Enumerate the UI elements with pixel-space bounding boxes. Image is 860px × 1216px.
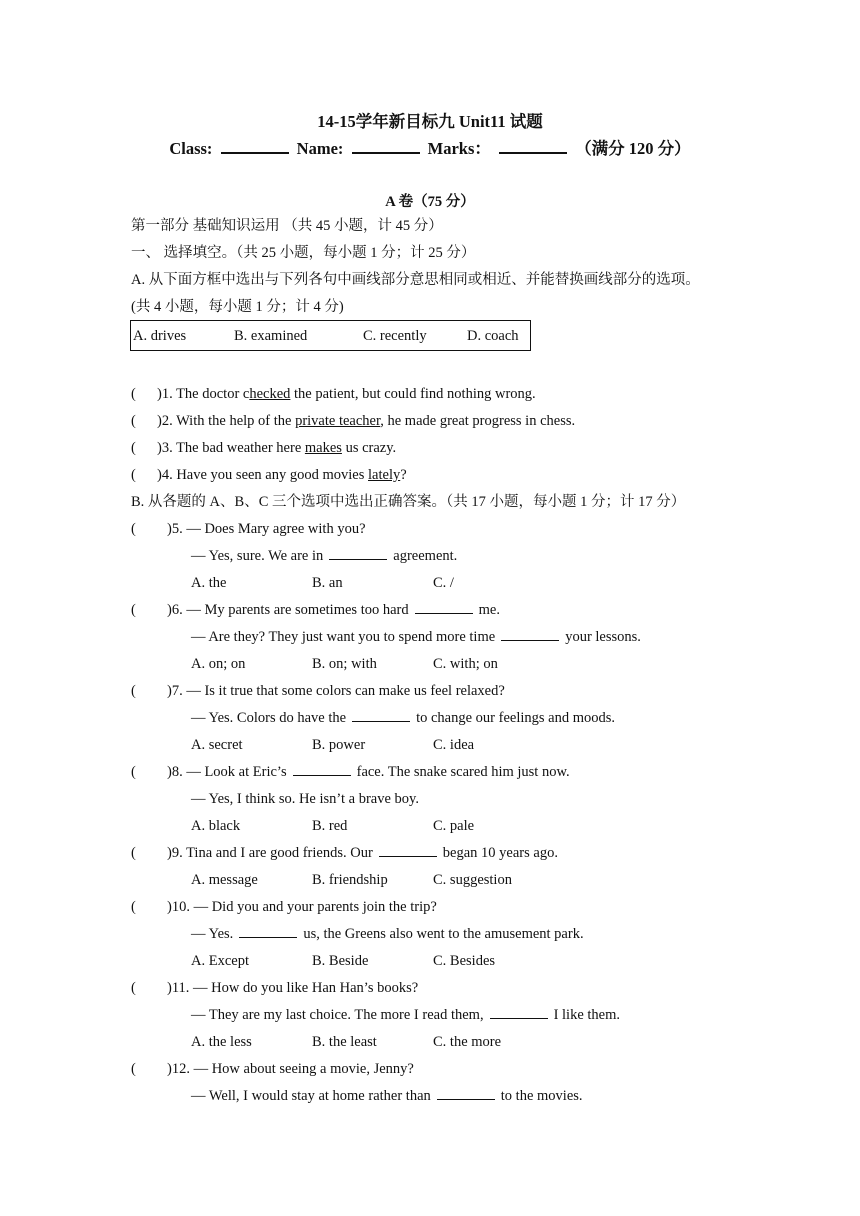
choice-c: C. pale [433,818,475,834]
underlined-word: makes [304,440,342,456]
answer-blank[interactable] [329,547,387,560]
box-option: B. examined [234,328,308,344]
question-text: us crazy. [341,440,397,456]
answer-paren[interactable]: ( [131,521,136,537]
answer-paren[interactable]: ( [131,1061,136,1077]
question-text: — Are they? They just want you to spend more time [191,629,496,645]
question-text: — Yes. Colors do have the [191,710,347,726]
answer-paren[interactable]: ( [131,899,136,915]
question-text: to change our feelings and moods. [416,710,615,726]
question-text: )11. — How do you like Han Han’s books? [167,980,419,996]
question-text: )12. — How about seeing a movie, Jenny? [167,1061,414,1077]
answer-paren[interactable]: ( [131,602,136,618]
class-blank[interactable] [221,138,289,154]
answer-blank[interactable] [293,763,351,776]
question-line: — Yes, I think so. He isn’t a brave boy. [191,791,419,807]
question-line [191,1087,583,1105]
choice-a: A. secret [191,737,243,753]
answer-blank[interactable] [437,1087,495,1100]
part-a-count: (共 4 小题，每小题 1 分；计 4 分) [131,299,344,315]
choice-a: A. on; on [191,656,246,672]
question-text: )10. — Did you and your parents join the trip? [167,899,437,915]
question-line [191,1006,620,1024]
box-option: D. coach [467,328,519,344]
marks-blank[interactable] [499,138,567,154]
question-text: me. [478,602,500,618]
answer-paren[interactable]: ( [131,980,136,996]
answer-paren[interactable]: ( [131,413,136,429]
choice-a: A. message [191,872,258,888]
choice-c: C. Besides [433,953,496,969]
box-option: C. recently [363,328,427,344]
answer-blank[interactable] [501,628,559,641]
question-text: — Yes, sure. We are in [191,548,324,564]
class-label: Class: [169,139,213,158]
answer-blank[interactable] [415,601,473,614]
underlined-word: private teacher [295,413,381,429]
choice-b: B. the least [312,1034,377,1050]
choice-b: B. red [312,818,348,834]
part-b-instructions: B. 从各题的 A、B、C 三个选项中选出正确答案。（共 17 小题，每小题 1 分；计 17 分） [131,494,686,510]
choice-b: B. power [312,737,366,753]
question-text: — Yes. [191,926,234,942]
choice-c: C. with; on [433,656,498,672]
question-text: )8. — Look at Eric’s [167,764,287,780]
choice-c: C. / [433,575,454,591]
question-text: )2. With the help of the [157,413,296,429]
question-text: )7. — Is it true that some colors can make us feel relaxed? [167,683,505,699]
section-one-heading: 一、 选择填空。（共 25 小题，每小题 1 分；计 25 分） [131,245,476,261]
question-line [191,628,641,646]
question-text: agreement. [393,548,458,564]
choice-c: C. the more [433,1034,502,1050]
choice-a: A. the less [191,1034,252,1050]
answer-paren[interactable]: ( [131,440,136,456]
answer-paren[interactable]: ( [131,467,136,483]
answer-paren[interactable]: ( [131,764,136,780]
choice-b: B. friendship [312,872,388,888]
word-options-box [130,320,531,351]
question-text: )4. Have you seen any good movies [157,467,369,483]
underlined-word: hecked [249,386,291,402]
question-text: the patient, but could find nothing wrong. [290,386,536,402]
question-text: )3. The bad weather here [157,440,305,456]
question-text: )9. Tina and I are good friends. Our [167,845,373,861]
underlined-word: lately [368,467,401,483]
choice-a: A. the [191,575,227,591]
question-text: to the movies. [500,1088,583,1104]
question-text: face. The snake scared him just now. [356,764,570,780]
question-text: I like them. [553,1007,621,1023]
answer-paren[interactable]: ( [131,683,136,699]
question-line [191,709,615,727]
question-text: ? [400,467,407,483]
answer-paren[interactable]: ( [131,845,136,861]
question-text: — Well, I would stay at home rather than [191,1088,431,1104]
answer-blank[interactable] [352,709,410,722]
question-text: — They are my last choice. The more I read them, [191,1007,484,1023]
question-text: your lessons. [565,629,641,645]
choice-b: B. Beside [312,953,369,969]
choice-a: A. Except [191,953,249,969]
part-one-heading: 第一部分 基础知识运用 （共 45 小题，计 45 分） [131,218,443,234]
question-line [191,547,457,565]
page-title: 14-15学年新目标九 Unit11 试题 [317,112,543,131]
choice-a: A. black [191,818,241,834]
name-label: Name: [296,139,344,158]
question-text: , he made great progress in chess. [380,413,576,429]
question-text: )1. The doctor c [157,386,250,402]
question-text: )6. — My parents are sometimes too hard [167,602,409,618]
choice-c: C. idea [433,737,475,753]
name-blank[interactable] [352,138,420,154]
question-text: began 10 years ago. [442,845,558,861]
question-text: us, the Greens also went to the amusement park. [303,926,584,942]
full-score: （满分 120 分） [575,139,691,158]
paper-a-label: A 卷（75 分） [385,194,475,210]
question-line [191,925,584,943]
answer-blank[interactable] [239,925,297,938]
box-option: A. drives [133,328,187,344]
answer-blank[interactable] [379,844,437,857]
answer-paren[interactable]: ( [131,386,136,402]
choice-c: C. suggestion [433,872,512,888]
marks-label: Marks： [427,139,491,158]
question-text: )5. — Does Mary agree with you? [167,521,366,537]
choice-b: B. an [312,575,343,591]
part-a-instructions: A. 从下面方框中选出与下列各句中画线部分意思相同或相近、并能替换画线部分的选项。 [131,272,700,288]
choice-b: B. on; with [312,656,377,672]
answer-blank[interactable] [490,1006,548,1019]
student-info-line [0,135,860,159]
